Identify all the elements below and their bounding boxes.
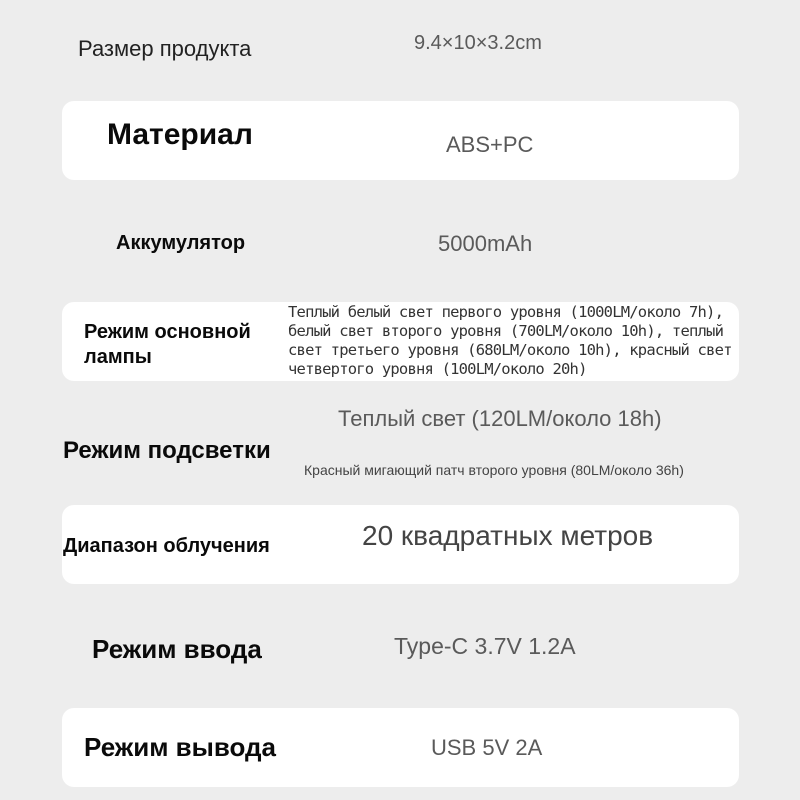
main-lamp-desc-line1: Теплый белый свет первого уровня (1000LM/около 7h), bbox=[288, 303, 724, 321]
main-lamp-desc-line4: четвертого уровня (100LM/около 20h) bbox=[288, 360, 587, 378]
spec-row-material bbox=[62, 101, 739, 180]
output-value: USB 5V 2A bbox=[431, 735, 543, 760]
input-value: Type-C 3.7V 1.2A bbox=[394, 633, 576, 659]
battery-value: 5000mAh bbox=[438, 231, 533, 256]
backlight-label: Режим подсветки bbox=[63, 437, 271, 464]
spec-row-range bbox=[62, 505, 739, 584]
size-value: 9.4×10×3.2cm bbox=[414, 32, 542, 54]
material-label: Материал bbox=[107, 118, 253, 151]
main-lamp-label-line1: Режим основной bbox=[84, 321, 251, 343]
material-value: ABS+PC bbox=[446, 132, 534, 157]
backlight-value-1: Теплый свет (120LM/около 18h) bbox=[338, 406, 662, 431]
main-lamp-desc-line3: свет третьего уровня (680LM/около 10h), красный свет bbox=[288, 341, 732, 359]
output-label: Режим вывода bbox=[84, 732, 277, 762]
range-label: Диапазон облучения bbox=[63, 535, 270, 557]
main-lamp-desc-line2: белый свет второго уровня (700LM/около 10h), теплый bbox=[288, 322, 724, 340]
main-lamp-label-line2: лампы bbox=[84, 346, 152, 368]
backlight-value-2: Красный мигающий патч второго уровня (80LM/около 36h) bbox=[304, 462, 684, 478]
range-value: 20 квадратных метров bbox=[362, 520, 654, 551]
size-label: Размер продукта bbox=[78, 36, 252, 61]
battery-label: Аккумулятор bbox=[116, 232, 246, 254]
spec-row-main-lamp bbox=[62, 302, 739, 381]
spec-row-output bbox=[62, 708, 739, 787]
input-label: Режим ввода bbox=[92, 634, 262, 664]
